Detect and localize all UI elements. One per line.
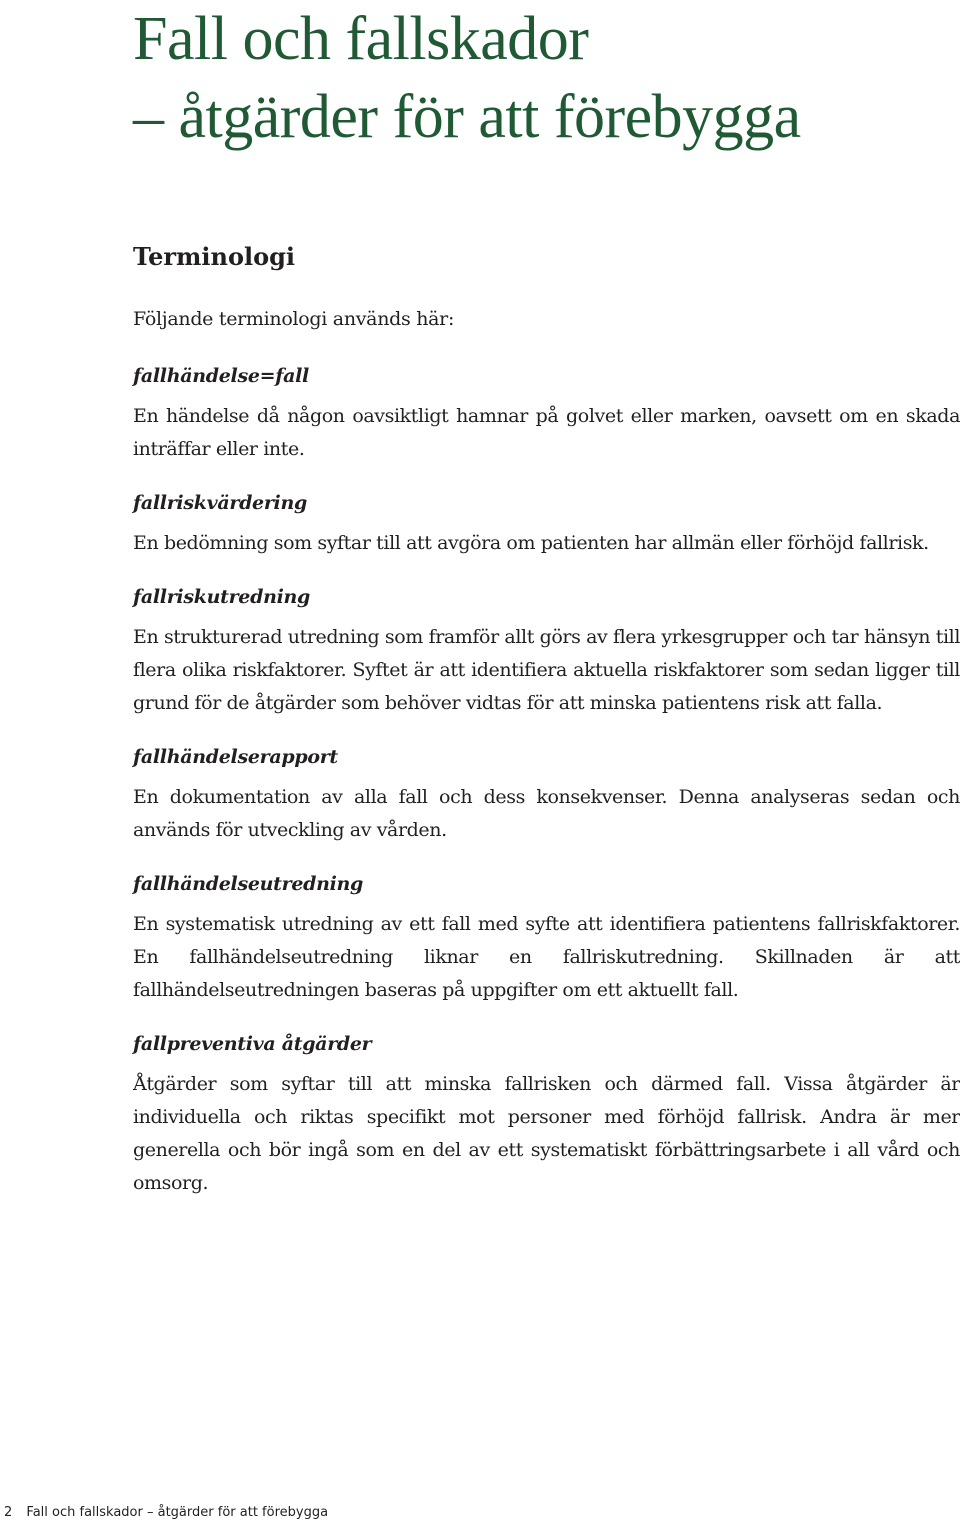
running-title: Fall och fallskador – åtgärder för att förebygga <box>26 1505 329 1520</box>
term-name: fallriskutredning <box>133 586 311 608</box>
term-definition: En händelse då någon oavsiktligt hamnar på golvet eller marken, oavsett om en skada inträffar eller inte. <box>133 405 960 460</box>
section-intro: Följande terminologi används här: <box>133 308 455 330</box>
term-definition: En systematisk utredning av ett fall med syfte att identifiera patientens fallriskfaktorer. En fallhändelseutredning liknar en fallriskutredning. Skillnaden är att fallhändelseutredningen baseras på uppgifter om ett aktuellt fall. <box>133 913 960 1001</box>
term-entry <box>133 582 960 720</box>
section-heading: Terminologi <box>133 242 296 271</box>
term-entry <box>133 1029 960 1200</box>
document-title <box>133 0 801 156</box>
terminology-list <box>133 361 960 1222</box>
term-name: fallhändelserapport <box>133 746 338 768</box>
term-entry <box>133 742 960 847</box>
term-definition: En bedömning som syftar till att avgöra om patienten har allmän eller förhöjd fallrisk. <box>133 532 929 554</box>
term-entry <box>133 488 960 560</box>
page-footer <box>4 1503 328 1523</box>
term-entry <box>133 361 960 466</box>
term-definition: Åtgärder som syftar till att minska fallrisken och därmed fall. Vissa åtgärder är individuella och riktas specifikt mot personer med förhöjd fallrisk. Andra är mer generella och bör ingå som en del av ett systematiskt förbättringsarbete i all vård och omsorg. <box>133 1073 960 1194</box>
term-definition: En dokumentation av alla fall och dess konsekvenser. Denna analyseras sedan och används för utveckling av vården. <box>133 786 960 841</box>
term-name: fallhändelse=fall <box>133 365 309 387</box>
term-name: fallriskvärdering <box>133 492 307 514</box>
term-entry <box>133 869 960 1007</box>
title-line-2: – åtgärder för att förebygga <box>133 83 801 151</box>
term-name: fallhändelseutredning <box>133 873 364 895</box>
term-definition: En strukturerad utredning som framför allt görs av flera yrkesgrupper och tar hänsyn till flera olika riskfaktorer. Syftet är att identifiera aktuella riskfaktorer som sedan ligger till grund för de åtgärder som behöver vidtas för att minska patientens risk att falla. <box>133 626 960 714</box>
term-name: fallpreventiva åtgärder <box>133 1033 372 1055</box>
page-number: 2 <box>4 1505 13 1520</box>
title-line-1: Fall och fallskador <box>133 5 589 73</box>
